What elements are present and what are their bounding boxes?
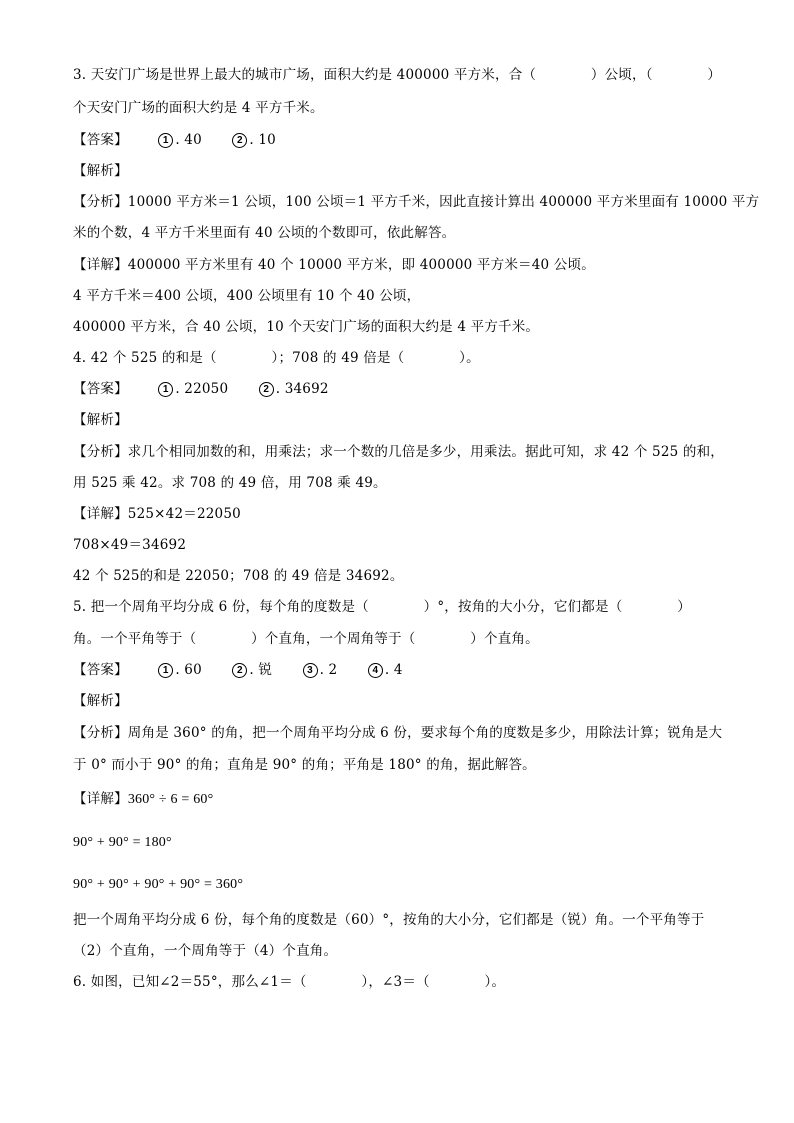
answer-item-1 [158, 380, 228, 398]
q6-stem-line1: 6. 如图，已知∠2＝55°，那么∠1＝（ ），∠3＝（ ）。 [73, 974, 506, 990]
q5-summary-line2: （2）个直角，一个周角等于（4）个直角。 [73, 943, 338, 959]
q5-summary-line1: 把一个周角平均分成 6 份，每个角的度数是（60）°，按角的大小分，它们都是（锐）角。一个平角等于 [73, 912, 705, 928]
circled-number: 2 [232, 133, 247, 148]
q5-fenxi-line1: 【分析】周角是 360° 的角，把一个周角平均分成 6 份，要求每个角的度数是多少，用除法计算；锐角是大 [73, 725, 723, 741]
q3-detail-line1: 【详解】400000 平方米里有 40 个 10000 平方米，即 400000 平方米＝40 公顷。 [73, 257, 595, 273]
circled-number: 1 [158, 133, 173, 148]
answer-item-2 [259, 380, 329, 398]
q5-answer-row [73, 661, 403, 679]
q3-detail-line2: 4 平方千米＝400 公顷，400 公顷里有 10 个 40 公顷， [73, 288, 421, 304]
circled-number: 2 [259, 382, 274, 397]
answer-text: . 22050 [175, 381, 229, 397]
q4-stem-line1: 4. 42 个 525 的和是（ ）；708 的 49 倍是（ ）。 [73, 350, 480, 366]
q4-fenxi-line2: 用 525 乘 42。求 708 的 49 倍，用 708 乘 49。 [73, 475, 387, 491]
answer-item-2 [232, 131, 276, 149]
circled-number: 3 [303, 663, 318, 678]
q4-detail-line3: 42 个 525的和是 22050；708 的 49 倍是 34692。 [73, 568, 404, 584]
answer-tag: 【答案】 [73, 132, 128, 148]
q5-fenxi-line2: 于 0° 而小于 90° 的角；直角是 90° 的角；平角是 180° 的角，据此解答。 [73, 757, 536, 773]
circled-number: 1 [158, 663, 173, 678]
answer-item-1 [158, 131, 202, 149]
q4-detail-line1: 【详解】525×42＝22050 [73, 506, 241, 522]
analysis-heading: 【解析】 [73, 693, 128, 709]
answer-text: . 40 [175, 132, 202, 148]
q3-fenxi-line2: 米的个数，4 平方千米里面有 40 公顷的个数即可，依此解答。 [73, 225, 456, 241]
detail-tag: 【详解】 [73, 791, 128, 807]
q4-fenxi-line1: 【分析】求几个相同加数的和，用乘法；求一个数的几倍是多少，用乘法。据此可知，求 42 个 525 的和， [73, 444, 725, 460]
answer-text: . 34692 [275, 381, 329, 397]
answer-text: . 4 [384, 662, 403, 678]
equation-1: 360° ÷ 6 = 60° [127, 792, 214, 807]
q3-fenxi-line1: 【分析】10000 平方米＝1 公顷，100 公顷＝1 平方千米，因此直接计算出 400000 平方米里面有 10000 平方 [73, 194, 760, 210]
answer-text: . 10 [249, 132, 276, 148]
q4-detail-line2: 708×49＝34692 [73, 537, 187, 553]
analysis-heading: 【解析】 [73, 163, 128, 179]
equation-3: 90° + 90° + 90° + 90° = 360° [73, 877, 244, 892]
q5-stem-line2: 角。一个平角等于（ ）个直角，一个周角等于（ ）个直角。 [73, 631, 539, 647]
q3-stem-line1: 3. 天安门广场是世界上最大的城市广场，面积大约是 400000 平方米，合（ ）公顷，（ ） [73, 67, 722, 83]
answer-item-4 [368, 661, 403, 679]
q3-stem-line2: 个天安门广场的面积大约是 4 平方千米。 [73, 100, 324, 116]
answer-text: . 60 [175, 662, 202, 678]
answer-item-2 [232, 661, 272, 679]
circled-number: 1 [158, 382, 173, 397]
answer-tag: 【答案】 [73, 381, 128, 397]
circled-number: 4 [368, 663, 383, 678]
analysis-heading: 【解析】 [73, 412, 128, 428]
answer-item-3 [303, 661, 338, 679]
answer-text: . 2 [319, 662, 338, 678]
q5-stem-line1: 5. 把一个周角平均分成 6 份，每个角的度数是（ ）°，按角的大小分，它们都是（ ） [73, 599, 691, 615]
q4-answer-row [73, 380, 329, 398]
answer-text: . 锐 [249, 662, 273, 678]
answer-item-1 [158, 661, 202, 679]
answer-tag: 【答案】 [73, 662, 128, 678]
q3-answer-row [73, 131, 276, 149]
circled-number: 2 [232, 663, 247, 678]
q5-detail-eq1-row [73, 790, 213, 809]
equation-2: 90° + 90° = 180° [73, 835, 172, 850]
q3-detail-line3: 400000 平方米，合 40 公顷，10 个天安门广场的面积大约是 4 平方千米。 [73, 319, 540, 335]
